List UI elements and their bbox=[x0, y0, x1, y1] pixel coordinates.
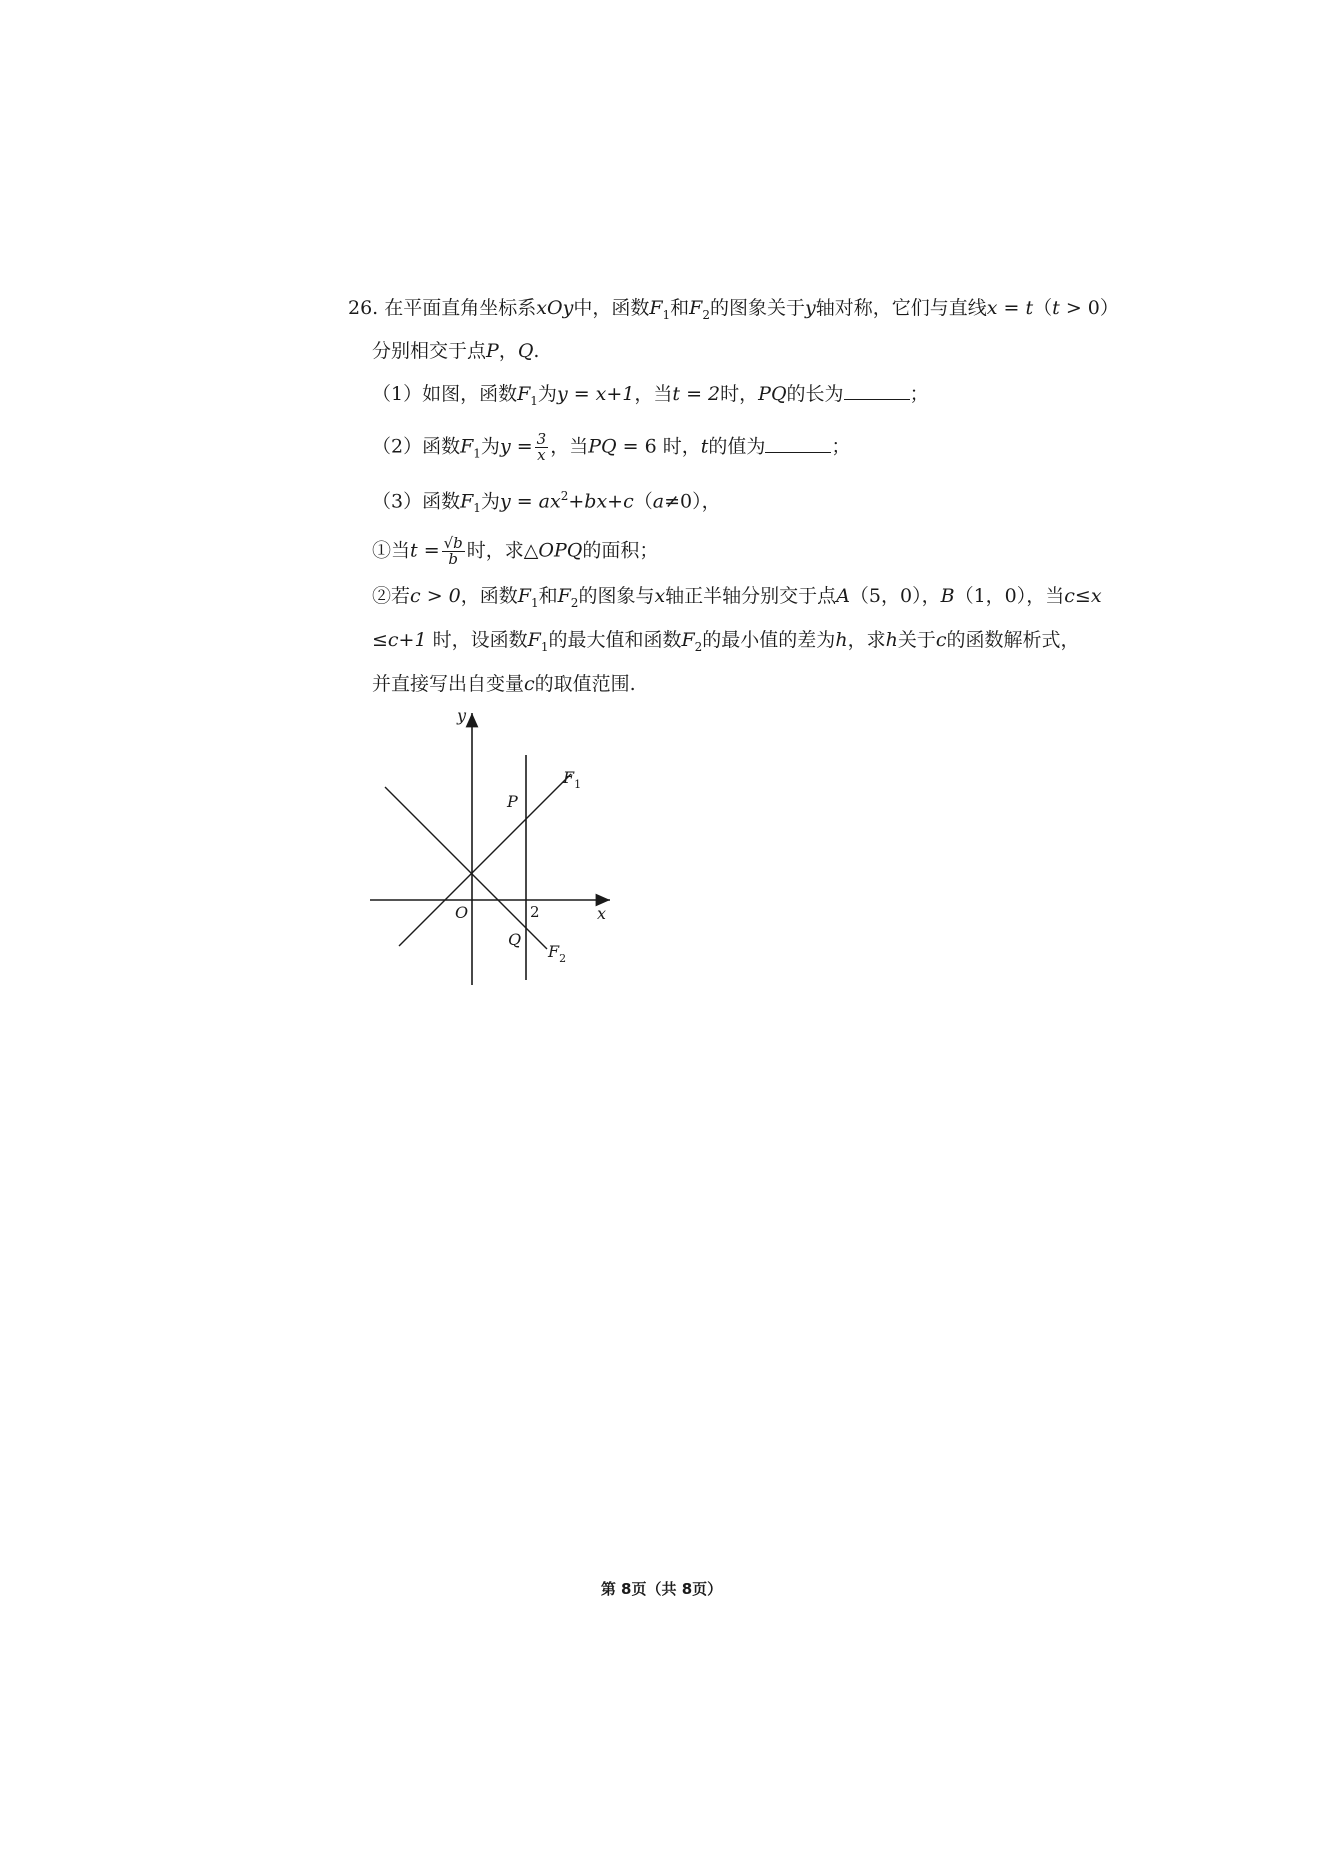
origin-label: O bbox=[455, 903, 469, 922]
fraction-3-over-x: $\frac{3}{x}$ bbox=[536, 430, 547, 464]
part-1: （1）如图，函数$F_1$为y = x+1，当t = 2时，PQ的长为 ； bbox=[372, 383, 929, 408]
problem-stem-line2: 分别相交于点P，Q. bbox=[372, 340, 540, 362]
sub-question-2-line2: ≤c+1 时，设函数$F_1$的最大值和函数$F_2$的最小值的差为h，求h关于c的函数解析式， bbox=[372, 629, 1080, 654]
coordinate-figure bbox=[365, 705, 625, 990]
problem-stem-line1: 26. 在平面直角坐标系xOy中，函数$F_1$和$F_2$的图象关于y轴对称，它们与直线x = t（t > 0） bbox=[348, 297, 1119, 322]
line-F1 bbox=[399, 774, 571, 946]
point-Q-label: Q bbox=[508, 930, 522, 949]
line-F2 bbox=[385, 787, 547, 949]
fraction-sqrtb-over-b: $\frac{√b}{b}$ bbox=[443, 534, 463, 568]
answer-blank-1 bbox=[844, 381, 910, 400]
sub-question-2-line3: 并直接写出自变量c的取值范围. bbox=[372, 673, 636, 695]
y-axis-label: y bbox=[457, 706, 467, 725]
point-P-label: P bbox=[507, 792, 518, 811]
tick-label-2: 2 bbox=[530, 903, 540, 921]
problem-number: 26. bbox=[348, 297, 379, 319]
sub-question-2-line1: ②若c > 0，函数$F_1$和$F_2$的图象与x轴正半轴分别交于点A（5，0），B（1，0），当c≤x bbox=[372, 585, 1102, 610]
part-3: （3）函数$F_1$为$y = ax^2+bx+c(a\ne 0)$， bbox=[372, 489, 721, 516]
sub-question-1: ①当t = $\frac{√b}{b}$ 时，求△OPQ的面积； bbox=[372, 534, 659, 568]
label-F2: $F_2$ bbox=[548, 942, 567, 965]
x-axis-label: x bbox=[597, 904, 607, 923]
part-2: （2）函数$F_1$为y = $\frac{3}{x}$ ，当PQ = 6 时，t的值为 ； bbox=[372, 430, 851, 464]
label-F1: $F_1$ bbox=[563, 768, 582, 791]
answer-blank-2 bbox=[765, 434, 831, 453]
page-footer: 第 8页（共 8页） bbox=[600, 1580, 723, 1598]
